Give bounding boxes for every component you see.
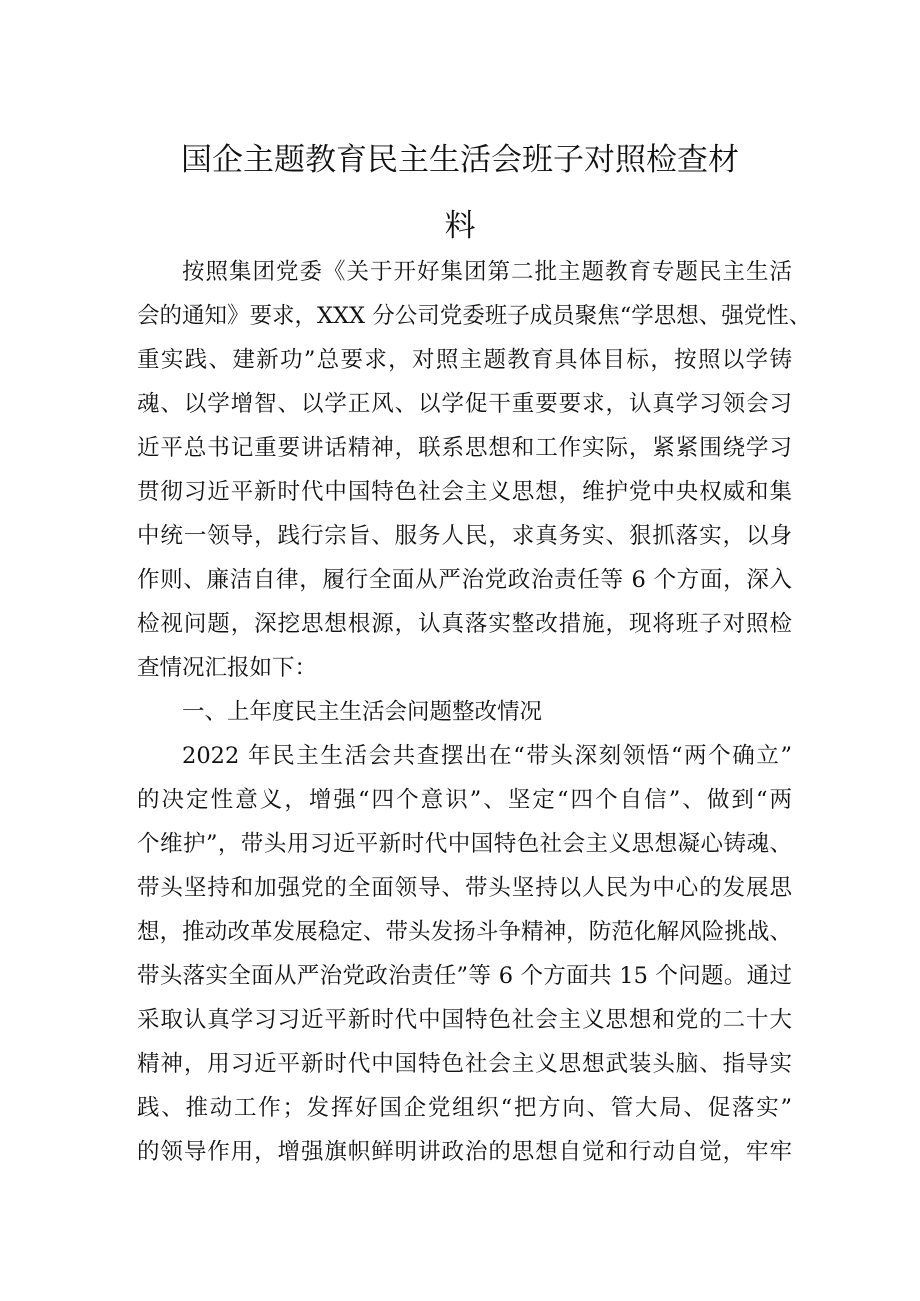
paragraph-line: 精神，用习近平新时代中国特色社会主义思想武装头脑、指导实 (137, 1051, 792, 1077)
paragraph-line: 2022 年民主生活会共查摆出在“带头深刻领悟“两个确立” (182, 743, 792, 769)
paragraph-line: 采取认真学习习近平新时代中国特色社会主义思想和党的二十大 (137, 1007, 792, 1033)
paragraph-line: 贯彻习近平新时代中国特色社会主义思想，维护党中央权威和集 (137, 479, 792, 505)
section-heading: 一、上年度民主生活会问题整改情况 (182, 699, 543, 725)
paragraph-line: 查情况汇报如下： (137, 655, 318, 681)
paragraph-line: 按照集团党委《关于开好集团第二批主题教育专题民主生活 (182, 259, 792, 285)
paragraph-line: 践、推动工作；发挥好国企党组织“把方向、管大局、促落实” (137, 1095, 792, 1121)
paragraph-line: 重实践、建新功”总要求，对照主题教育具体目标，按照以学铸 (137, 347, 792, 373)
paragraph-line: 会的通知》要求，XXX 分公司党委班子成员聚焦“学思想、强党性、 (137, 303, 812, 329)
paragraph-line: 近平总书记重要讲话精神，联系思想和工作实际，紧紧围绕学习 (137, 435, 792, 461)
document-title-line-2: 料 (444, 208, 476, 244)
document-title-line-1: 国企主题教育民主生活会班子对照检查材 (181, 142, 739, 178)
paragraph-line: 带头落实全面从严治党政治责任”等 6 个方面共 15 个问题。通过 (137, 963, 792, 989)
paragraph-line: 个维护”，带头用习近平新时代中国特色社会主义思想凝心铸魂、 (137, 831, 792, 857)
paragraph-line: 作则、廉洁自律，履行全面从严治党政治责任等 6 个方面，深入 (137, 567, 792, 593)
paragraph-line: 带头坚持和加强党的全面领导、带头坚持以人民为中心的发展思 (137, 875, 792, 901)
paragraph-line: 的决定性意义，增强“四个意识”、坚定“四个自信”、做到“两 (137, 787, 792, 813)
paragraph-line: 中统一领导，践行宗旨、服务人民，求真务实、狠抓落实，以身 (137, 523, 792, 549)
paragraph-line: 检视问题，深挖思想根源，认真落实整改措施，现将班子对照检 (137, 611, 792, 637)
paragraph-line: 想，推动改革发展稳定、带头发扬斗争精神，防范化解风险挑战、 (137, 919, 792, 945)
paragraph-line: 的领导作用，增强旗帜鲜明讲政治的思想自觉和行动自觉，牢牢 (137, 1139, 792, 1165)
paragraph-line: 魂、以学增智、以学正风、以学促干重要要求，认真学习领会习 (137, 391, 792, 417)
